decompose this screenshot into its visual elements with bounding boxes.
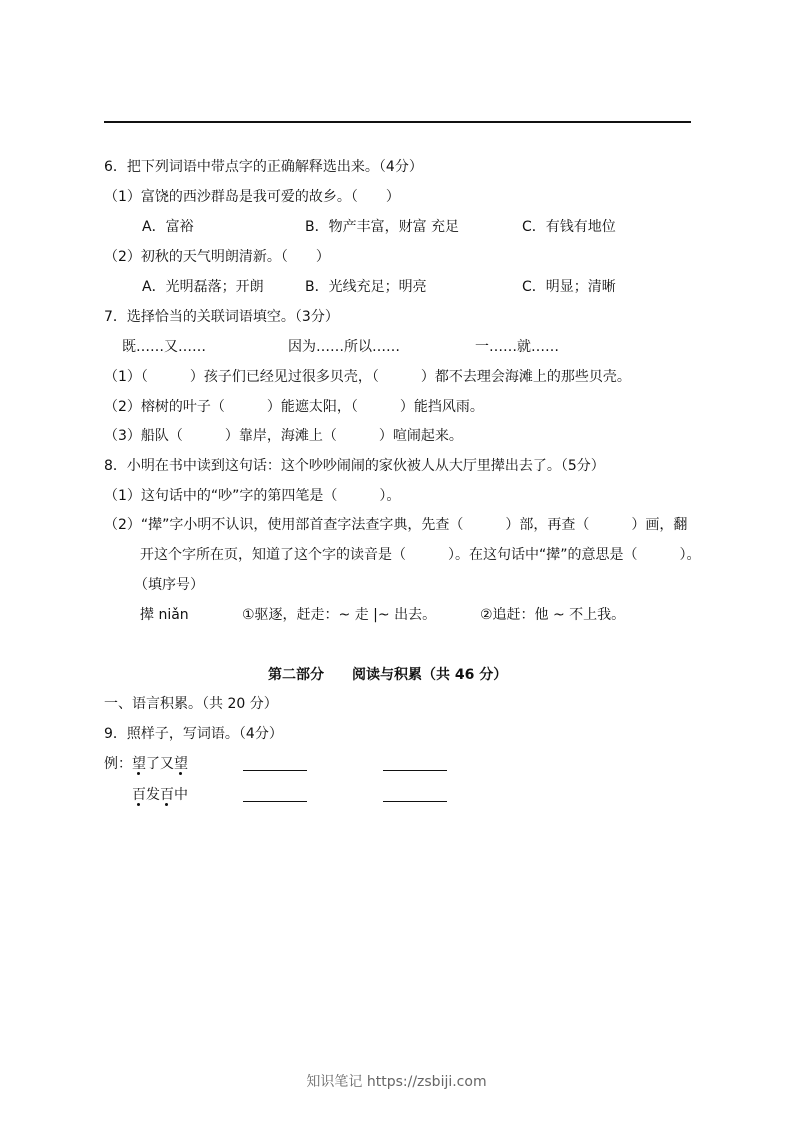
part2-heading: 第二部分 阅读与积累（共 46 分） <box>268 667 508 683</box>
q8-dict-def-2: ②追赶：他 ~ 不上我。 <box>480 607 626 623</box>
q6-sub2-option-a: A．光明磊落；开朗 <box>142 279 264 295</box>
example-word-2: 百发百中 <box>132 787 188 803</box>
q6-sub2-option-b: B．光线充足；明亮 <box>305 279 427 295</box>
q6-sub1-stem: （1）富饶的西沙群岛是我可爱的故乡。（ ） <box>104 189 400 205</box>
emphasis-dot <box>137 772 140 775</box>
footer-watermark: 知识笔记 https://zsbiji.com <box>306 1074 487 1090</box>
emphasis-dot <box>179 772 182 775</box>
top-rule <box>104 121 691 123</box>
q9-title: 9．照样子，写词语。（4分） <box>104 726 283 742</box>
emphasis-dot <box>137 803 140 806</box>
q8-dict-def-1: ①驱逐，赶走：~ 走 |~ 出去。 <box>242 607 437 623</box>
q7-word-3: 一……就…… <box>475 339 559 355</box>
q8-sub2-line1: （2）“撵”字小明不认识，使用部首查字法查字典，先查（ ）部，再查（ ）画，翻 <box>104 517 688 533</box>
q7-item-3: （3）船队（ ）靠岸，海滩上（ ）喧闹起来。 <box>104 428 463 444</box>
q8-title: 8．小明在书中读到这句话：这个吵吵闹闹的家伙被人从大厅里撵出去了。（5分） <box>104 458 605 474</box>
q6-title: 6．把下列词语中带点字的正确解释选出来。（4分） <box>104 159 423 175</box>
example-label: 例： <box>104 756 132 772</box>
emphasis-dot <box>165 803 168 806</box>
section1-title: 一、语言积累。（共 20 分） <box>104 696 278 712</box>
q6-sub1-option-c: C．有钱有地位 <box>522 219 616 235</box>
q8-sub2-line2: 开这个字所在页，知道了这个字的读音是（ ）。在这句话中“撵”的意思是（ ）。 <box>140 547 701 563</box>
example-word-1: 望了又望 <box>132 756 188 772</box>
answer-blank[interactable] <box>383 770 447 771</box>
q8-dict-word: 撵 niǎn <box>140 607 189 623</box>
q7-word-2: 因为……所以…… <box>288 339 400 355</box>
q6-sub1-option-a: A．富裕 <box>142 219 194 235</box>
answer-blank[interactable] <box>383 801 447 802</box>
q6-sub1-option-b: B．物产丰富，财富 充足 <box>305 219 460 235</box>
q6-sub2-option-c: C．明显；清晰 <box>522 279 616 295</box>
answer-blank[interactable] <box>243 801 307 802</box>
answer-blank[interactable] <box>243 770 307 771</box>
q6-sub2-stem: （2）初秋的天气明朗清新。（ ） <box>104 249 330 265</box>
q7-title: 7．选择恰当的关联词语填空。（3分） <box>104 309 339 325</box>
q7-word-1: 既……又…… <box>122 339 206 355</box>
q8-sub1: （1）这句话中的“吵”字的第四笔是（ ）。 <box>104 488 401 504</box>
q8-sub2-line3: （填序号） <box>134 577 204 593</box>
q7-item-2: （2）榕树的叶子（ ）能遮太阳，（ ）能挡风雨。 <box>104 399 484 415</box>
q7-item-1: （1）（ ）孩子们已经见过很多贝壳，（ ）都不去理会海滩上的那些贝壳。 <box>104 369 631 385</box>
